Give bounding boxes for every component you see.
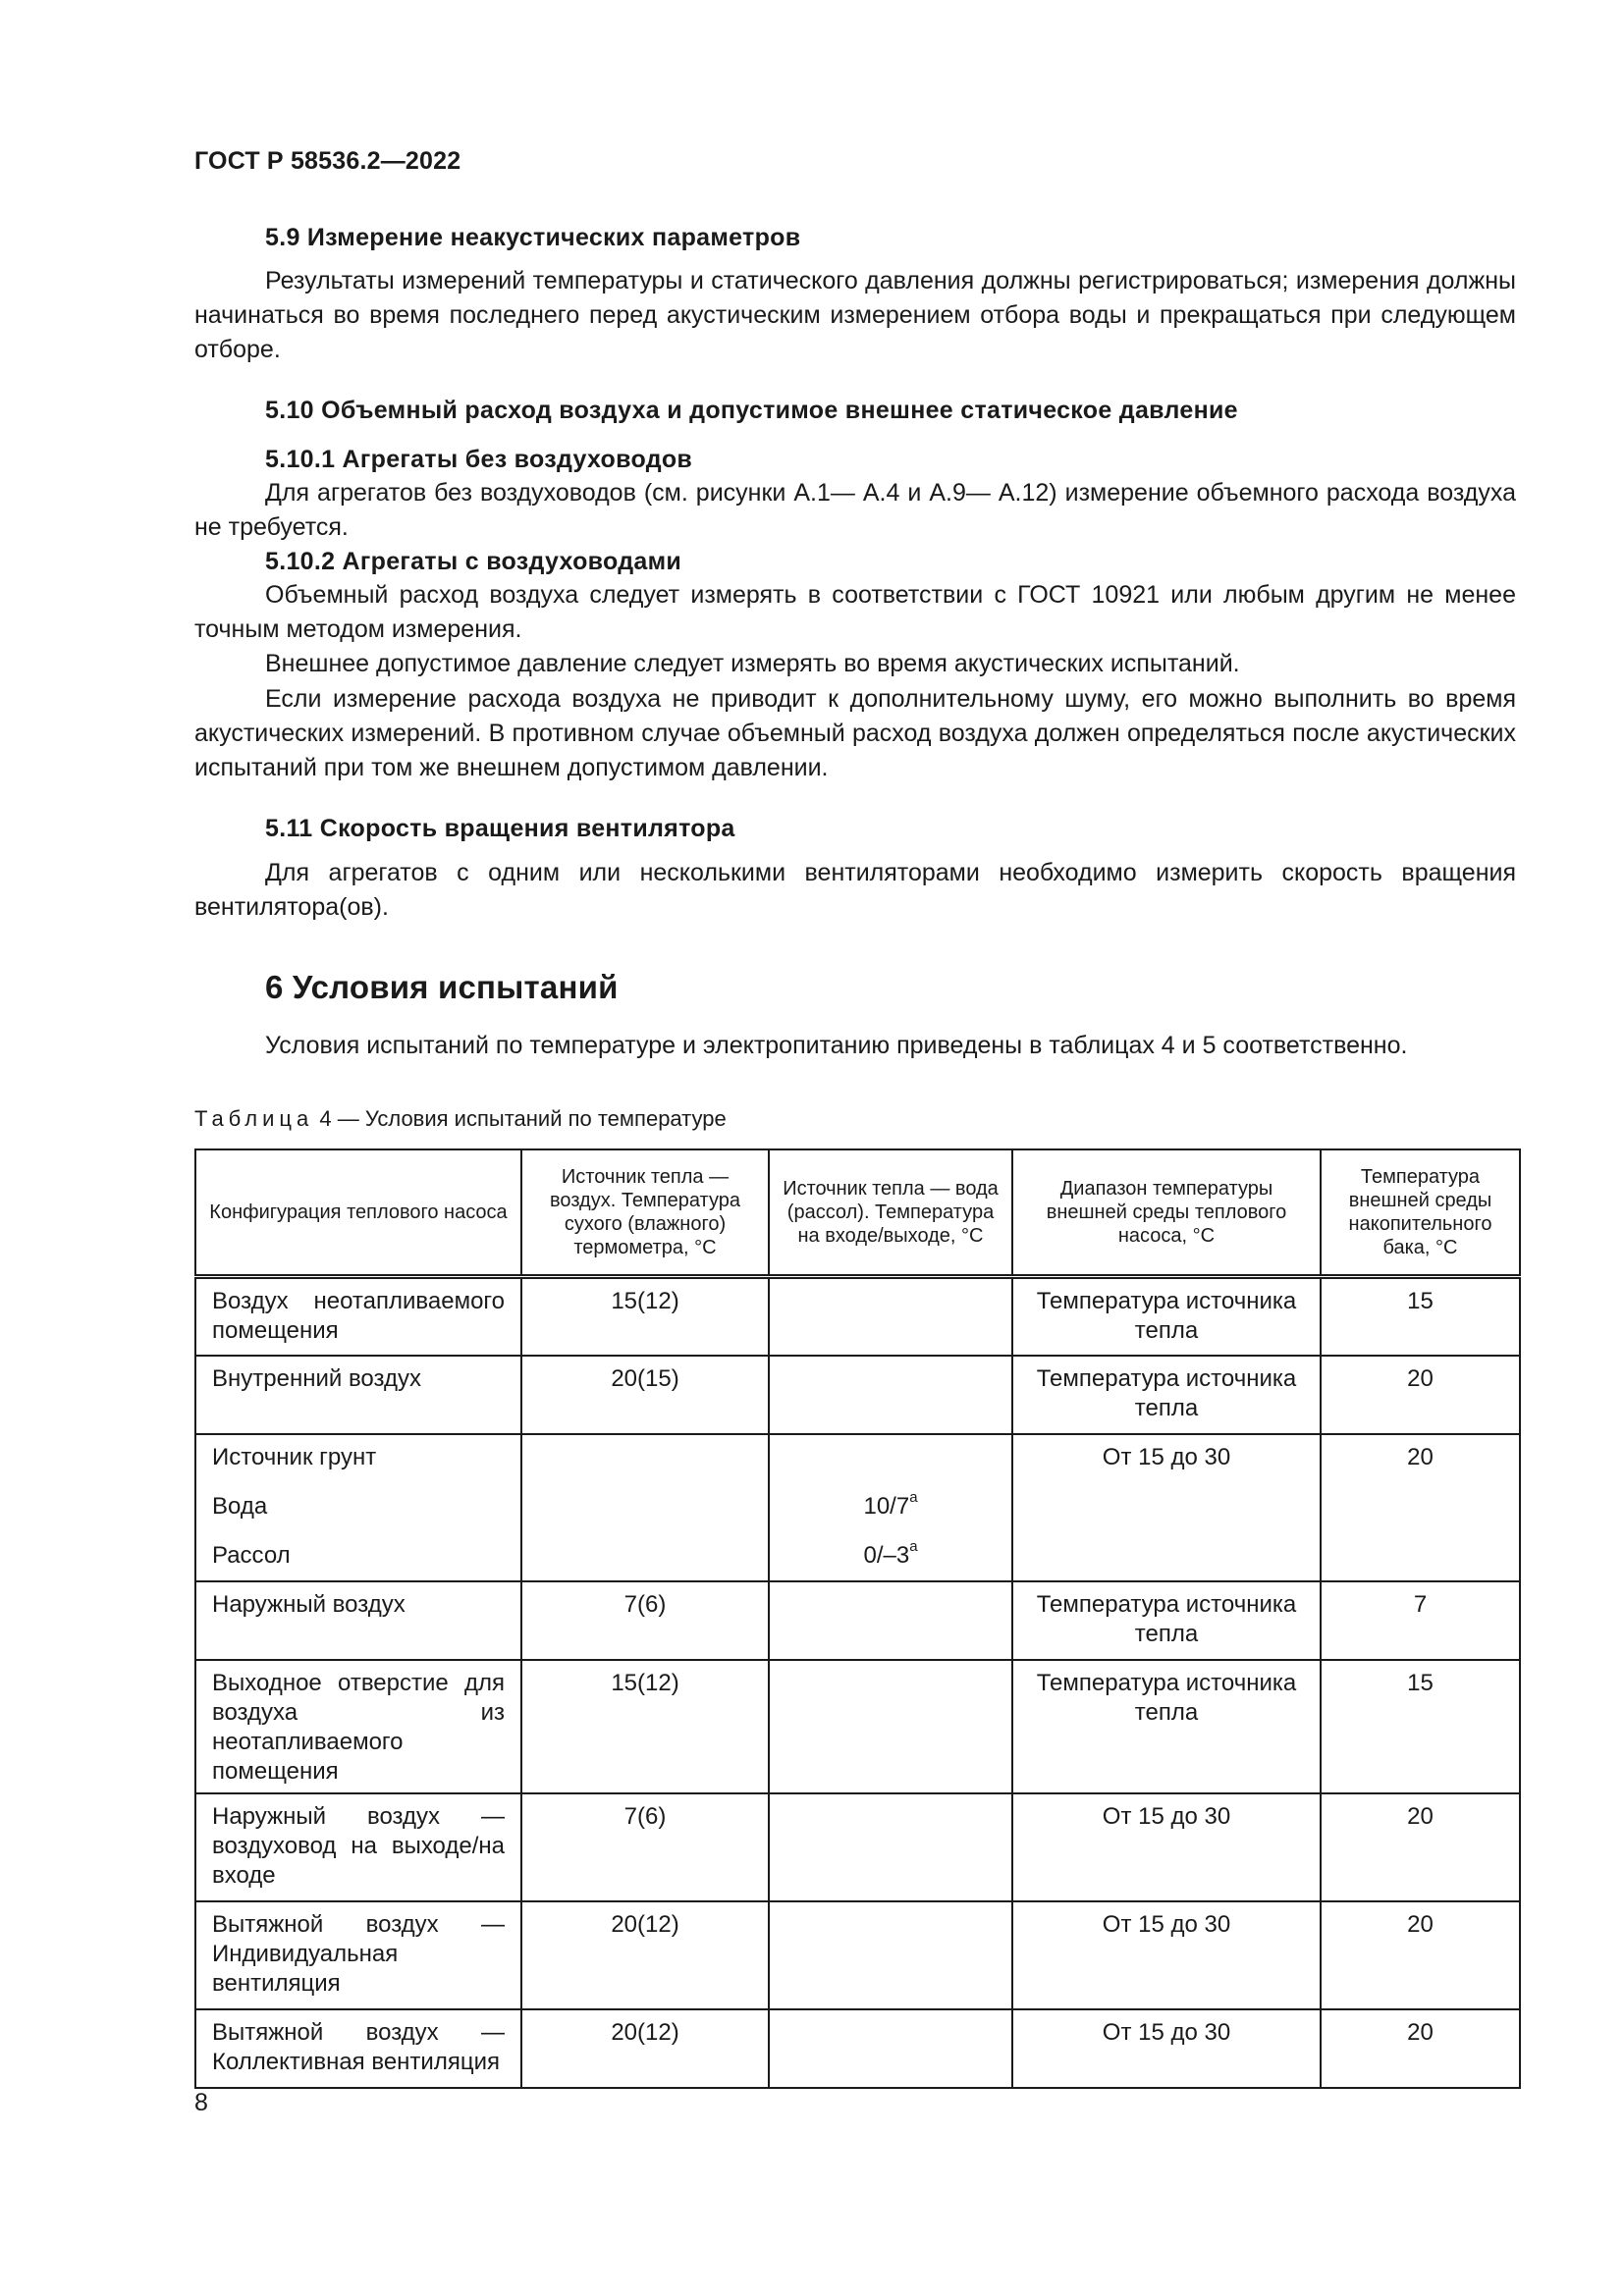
- section-5-11-title: 5.11 Скорость вращения вентилятора: [265, 815, 735, 842]
- section-5-9-title: 5.9 Измерение неакустических параметров: [265, 224, 801, 251]
- table-cell-range: От 15 до 30: [1012, 1793, 1321, 1901]
- table-cell-config: Выходное отверстие для воздуха из неотапливаемого помещения: [195, 1660, 521, 1793]
- table-cell-config: Внутренний воздух: [195, 1356, 521, 1434]
- table-cell-air: 7(6): [521, 1581, 769, 1660]
- table-row: [195, 1356, 1520, 1434]
- table-cell-tank: 20: [1321, 1793, 1520, 1901]
- table-cell-air: 15(12): [521, 1277, 769, 1356]
- footnote-marker: а: [909, 1488, 918, 1506]
- table-4: [194, 1148, 1521, 2089]
- table-row: [195, 1434, 1520, 1581]
- config-line: Источник грунт: [212, 1443, 377, 1470]
- table-header-cell: Источник тепла — воздух. Температура сухого (влажного) термометра, °С: [521, 1149, 769, 1277]
- section-5-10-2-paragraph-2: Внешнее допустимое давление следует измерять во время акустических испытаний.: [265, 650, 1240, 677]
- section-5-11-paragraph: Для агрегатов с одним или несколькими вентиляторами необходимо измерить скорость вращения вентилятора(ов).: [194, 859, 1516, 921]
- table-cell-water: [769, 1793, 1012, 1901]
- table-cell-config: [195, 1434, 521, 1581]
- table-cell-water: [769, 1356, 1012, 1434]
- table-row: [195, 1660, 1520, 1793]
- section-6-paragraph: Условия испытаний по температуре и электропитанию приведены в таблицах 4 и 5 соответственно.: [265, 1032, 1408, 1059]
- table-cell-water: [769, 1581, 1012, 1660]
- document-code-header: ГОСТ Р 58536.2—2022: [194, 147, 461, 175]
- table-cell-range: Температура источника тепла: [1012, 1660, 1321, 1793]
- table-cell-config: Наружный воздух: [195, 1581, 521, 1660]
- table-cell-range: Температура источника тепла: [1012, 1581, 1321, 1660]
- table-cell-water: [769, 1434, 1012, 1581]
- table-cell-air: 20(12): [521, 2009, 769, 2088]
- table-cell-air: 15(12): [521, 1660, 769, 1793]
- section-5-10-2-paragraph-1: Объемный расход воздуха следует измерять в соответствии с ГОСТ 10921 или любым другим не менее точным методом измерения.: [194, 581, 1516, 643]
- table-cell-range: Температура источника тепла: [1012, 1277, 1321, 1356]
- table-cell-air: [521, 1434, 769, 1581]
- table-header-cell: Температура внешней среды накопительного бака, °С: [1321, 1149, 1520, 1277]
- table-row: [195, 1793, 1520, 1901]
- table-row: [195, 1277, 1520, 1356]
- table-header-cell: Источник тепла — вода (рассол). Температура на входе/выходе, °С: [769, 1149, 1012, 1277]
- table-cell-config: Воздух неотапливаемого помещения: [195, 1277, 521, 1356]
- table-cell-tank: 15: [1321, 1277, 1520, 1356]
- section-5-10-1-title: 5.10.1 Агрегаты без воздуховодов: [265, 446, 693, 473]
- table-cell-config: Вытяжной воздух — Индивидуальная вентиляция: [195, 1901, 521, 2009]
- page-number: 8: [194, 2089, 208, 2116]
- table-cell-range: От 15 до 30: [1012, 1901, 1321, 2009]
- table-4-caption: [194, 1106, 727, 1132]
- section-5-9-paragraph: Результаты измерений температуры и статического давления должны регистрироваться; измерения должны начинаться во время последнего перед акустическим измерением отбора воды и прекращаться при следующем отборе.: [194, 267, 1516, 363]
- section-5-10-title: 5.10 Объемный расход воздуха и допустимое внешнее статическое давление: [265, 397, 1238, 424]
- table-cell-water: [769, 1901, 1012, 2009]
- table-caption-text: 4 — Условия испытаний по температуре: [319, 1106, 727, 1131]
- section-5-10-1-paragraph: Для агрегатов без воздуховодов (см. рисунки А.1— А.4 и А.9— А.12) измерение объемного расхода воздуха не требуется.: [194, 479, 1516, 541]
- table-caption-word: Таблица: [194, 1106, 314, 1131]
- table-cell-tank: 20: [1321, 2009, 1520, 2088]
- table-cell-config: Вытяжной воздух — Коллективная вентиляция: [195, 2009, 521, 2088]
- table-header-cell: Конфигурация теплового насоса: [195, 1149, 521, 1277]
- table-header-row: [195, 1149, 1520, 1277]
- table-cell-water: [769, 2009, 1012, 2088]
- table-cell-air: 20(15): [521, 1356, 769, 1434]
- brine-value-line: $0/-3^а$: [863, 1537, 918, 1569]
- table-cell-air: 7(6): [521, 1793, 769, 1901]
- table-header-cell: Диапазон температуры внешней среды теплового насоса, °С: [1012, 1149, 1321, 1277]
- config-line: Рассол: [212, 1541, 291, 1569]
- table-cell-tank: 15: [1321, 1660, 1520, 1793]
- table-cell-air: 20(12): [521, 1901, 769, 2009]
- footnote-marker: а: [909, 1537, 918, 1555]
- table-row: [195, 2009, 1520, 2088]
- table-cell-range: От 15 до 30: [1012, 1434, 1321, 1581]
- table-cell-tank: 20: [1321, 1434, 1520, 1581]
- table-row: [195, 1901, 1520, 2009]
- table-cell-tank: 7: [1321, 1581, 1520, 1660]
- section-6-title: 6 Условия испытаний: [265, 969, 619, 1005]
- table-cell-range: От 15 до 30: [1012, 2009, 1321, 2088]
- table-cell-config: Наружный воздух — воздуховод на выходе/на входе: [195, 1793, 521, 1901]
- water-value-line: $10/7^а$: [863, 1488, 918, 1520]
- table-row: [195, 1581, 1520, 1660]
- table-cell-tank: 20: [1321, 1356, 1520, 1434]
- config-line: Вода: [212, 1492, 268, 1520]
- table-cell-water: [769, 1660, 1012, 1793]
- table-cell-range: Температура источника тепла: [1012, 1356, 1321, 1434]
- section-5-10-2-paragraph-3: Если измерение расхода воздуха не приводит к дополнительному шуму, его можно выполнить во время акустических измерений. В противном случае объемный расход воздуха должен определяться после акустических испытаний при том же внешнем допустимом давлении.: [194, 685, 1516, 781]
- table-cell-tank: 20: [1321, 1901, 1520, 2009]
- section-5-10-2-title: 5.10.2 Агрегаты с воздуховодами: [265, 548, 682, 575]
- table-cell-water: [769, 1277, 1012, 1356]
